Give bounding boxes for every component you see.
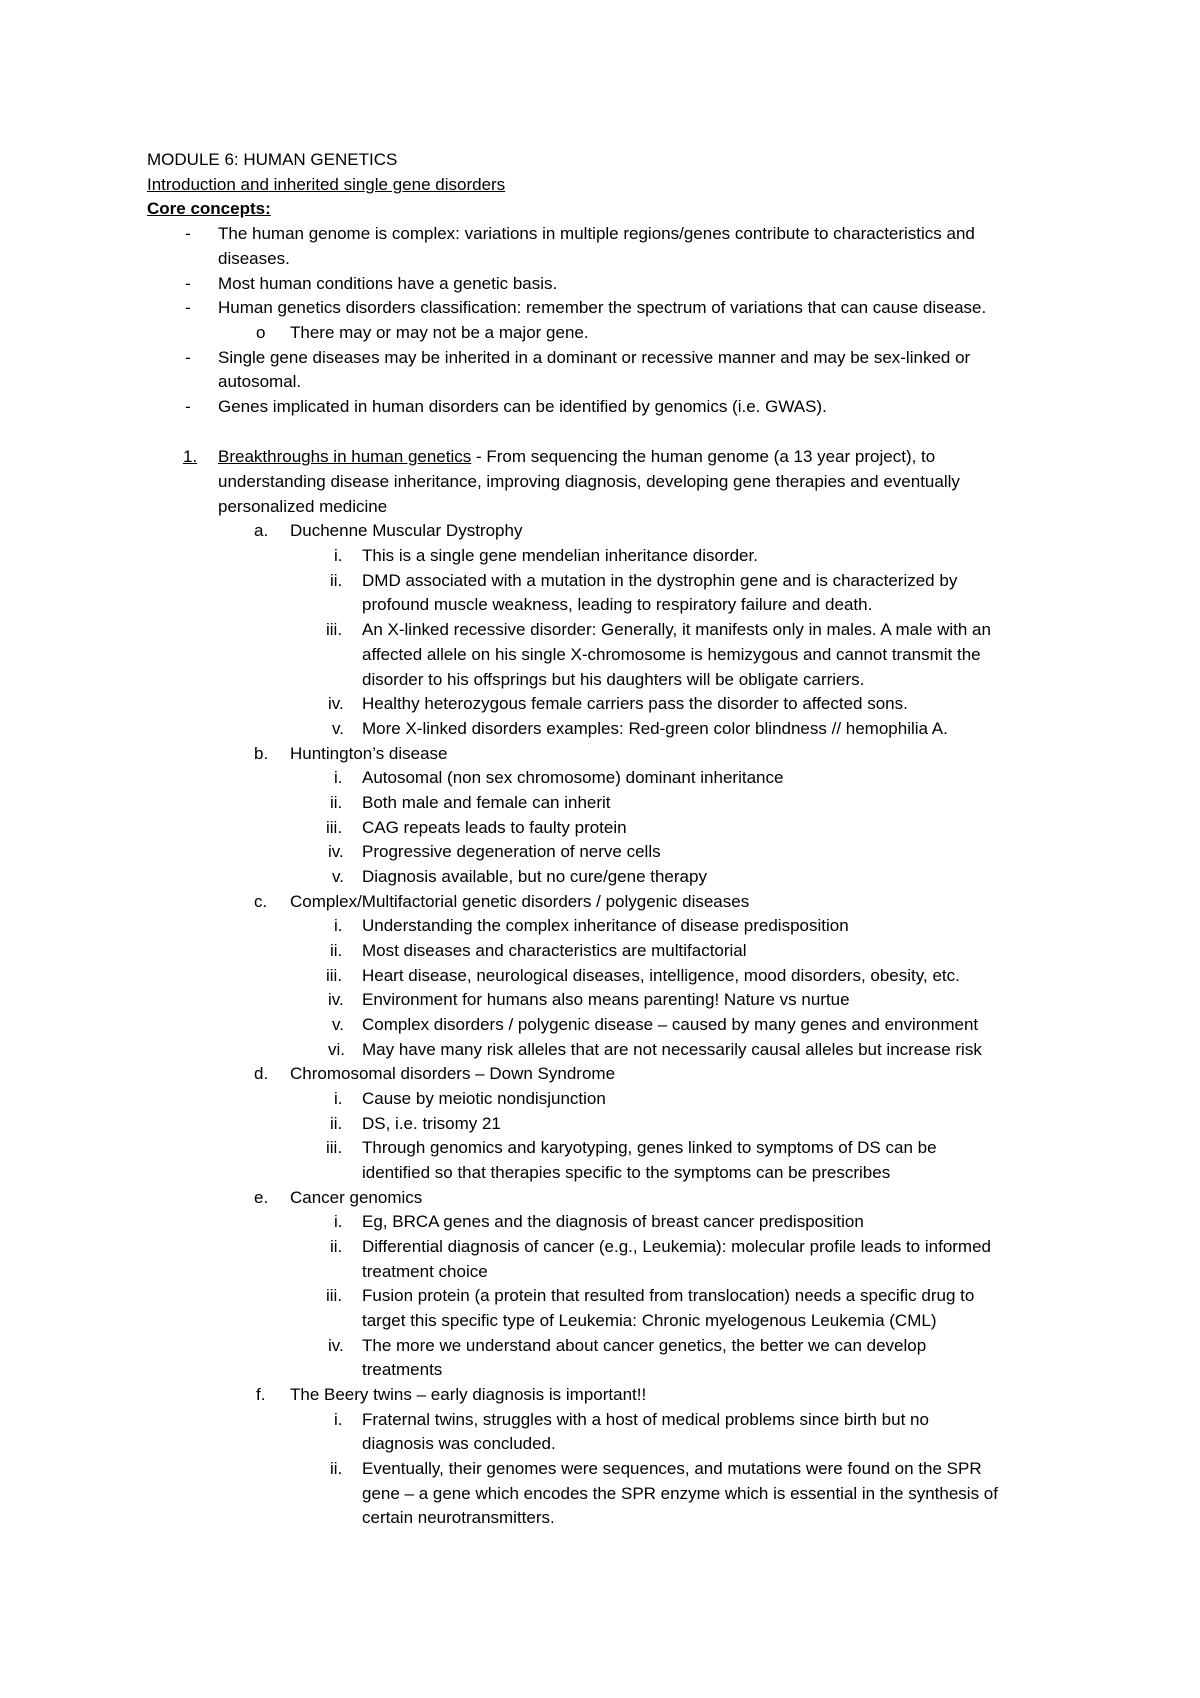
section-subtitle: Introduction and inherited single gene disorders bbox=[147, 175, 506, 194]
core-concepts-heading: Core concepts: bbox=[147, 199, 271, 218]
bullet-marker: - bbox=[185, 224, 191, 243]
core-bullet-continuation: autosomal. bbox=[218, 372, 302, 391]
bullet-marker: - bbox=[185, 298, 191, 317]
bullet-marker: - bbox=[185, 274, 191, 293]
module-title: MODULE 6: HUMAN GENETICS bbox=[147, 150, 398, 169]
list-item-continuation: treatment choice bbox=[362, 1262, 488, 1281]
list-item-continuation: target this specific type of Leukemia: Chronic myelogenous Leukemia (CML) bbox=[362, 1311, 937, 1330]
list-item-continuation: diagnosis was concluded. bbox=[362, 1434, 556, 1453]
core-bullet-continuation: diseases. bbox=[218, 249, 290, 268]
document-page: MODULE 6: HUMAN GENETICS Introduction and inherited single gene disorders Core concepts: - The human genome is complex: variations in multiple regions/genes contribute to characteristics and diseases. - Most human conditions have a genetic basis. - Human genetics disorders classification: remember the spectrum of variations that can cause disease. o There may or may not be a major gene. - Single gene diseases may be inherited in a dominant or recessive manner and may be sex-linked or autosomal. - Genes implicated in human disorders can be identified by genomics (i.e. GWAS). 1. Breakthroughs in human genetics - From sequencing the human genome (a 13 year project), to understanding disease inheritance, improving diagnosis, developing gene therapies and eventually personalized medicine a. Duchenne Muscular Dystrophy i. This is a single gene mendelian inheritance disorder. ii. DMD associated with a mutation in the dystrophin gene and is characterized by profound muscle weakness, leading to respiratory failure and death. iii. An X-linked recessive disorder: Generally, it manifests only in males. A male with an affected allele on his single X-chromosome is hemizygous and cannot transmit the disorder to his offsprings but his daughters will be obligate carriers. iv. Healthy heterozygous female carriers pass the disorder to affected sons. v. More X-linked disorders examples: Red-green color blindness // hemophilia A. b. Huntington’s disease i. Autosomal (non sex chromosome) dominant inheritance ii. Both male and female can inherit iii. CAG repeats leads to faulty protein iv. Progressive degeneration of nerve cells v. Diagnosis available, but no cure/gene therapy c. Complex/Multifactorial genetic disorders / polygenic diseases i. Understanding the complex inheritance of disease predisposition ii. Most diseases and characteristics are multifactorial iii. Heart disease, neurological diseases, intelligence, mood disorders, obesity, etc. iv. Environment for humans also means parenting! Nature vs nurtue v. Complex disorders / polygenic disease – caused by many genes and environment vi. May have many risk alleles that are not necessarily causal alleles but increase risk d. Chromosomal disorders – Down Syndrome i. Cause by meiotic nondisjunction ii. DS, i.e. trisomy 21 iii. Through genomics and karyotyping, genes linked to symptoms of DS can be identified so that therapies specific to the symptoms can be prescribes e. Cancer genomics i. Eg, BRCA genes and the diagnosis of breast cancer predisposition ii. Differential diagnosis of cancer (e.g., Leukemia): molecular profile leads to informed treatment choice iii. Fusion protein (a protein that resulted from translocation) needs a specific drug to target this specific type of Leukemia: Chronic myelogenous Leukemia (CML) iv. The more we understand about cancer genetics, the better we can develop treatments f. The Beery twins – early diagnosis is important!! i. Fraternal twins, struggles with a host of medical problems since birth but no diagnosis was concluded. ii. Eventually, their genomes were sequences, and mutations were found on the SPR gene – a gene which encodes the SPR enzyme which is essential in the synthesis of certain neurotransmitters. bbox=[0, 0, 1200, 1698]
list-item-continuation: profound muscle weakness, leading to respiratory failure and death. bbox=[362, 595, 873, 614]
section-intro-line: personalized medicine bbox=[218, 497, 388, 516]
sub-bullet-marker: o bbox=[256, 323, 266, 342]
section-number: 1. bbox=[183, 447, 198, 466]
section-intro: - From sequencing the human genome (a 13 year project), to bbox=[471, 447, 936, 466]
list-item-continuation: gene – a gene which encodes the SPR enzyme which is essential in the synthesis of bbox=[362, 1484, 998, 1503]
section-heading: Breakthroughs in human genetics bbox=[218, 447, 472, 466]
list-item-continuation: treatments bbox=[362, 1360, 443, 1379]
list-item-continuation: disorder to his offsprings but his daughters will be obligate carriers. bbox=[362, 670, 865, 689]
bullet-marker: - bbox=[185, 397, 191, 416]
list-item-continuation: identified so that therapies specific to the symptoms can be prescribes bbox=[362, 1163, 891, 1182]
section-intro-line: understanding disease inheritance, improving diagnosis, developing gene therapies and eventually bbox=[218, 472, 960, 491]
bullet-marker: - bbox=[185, 348, 191, 367]
list-item-continuation: affected allele on his single X-chromosome is hemizygous and cannot transmit the bbox=[362, 645, 981, 664]
list-item-continuation: certain neurotransmitters. bbox=[362, 1508, 555, 1527]
